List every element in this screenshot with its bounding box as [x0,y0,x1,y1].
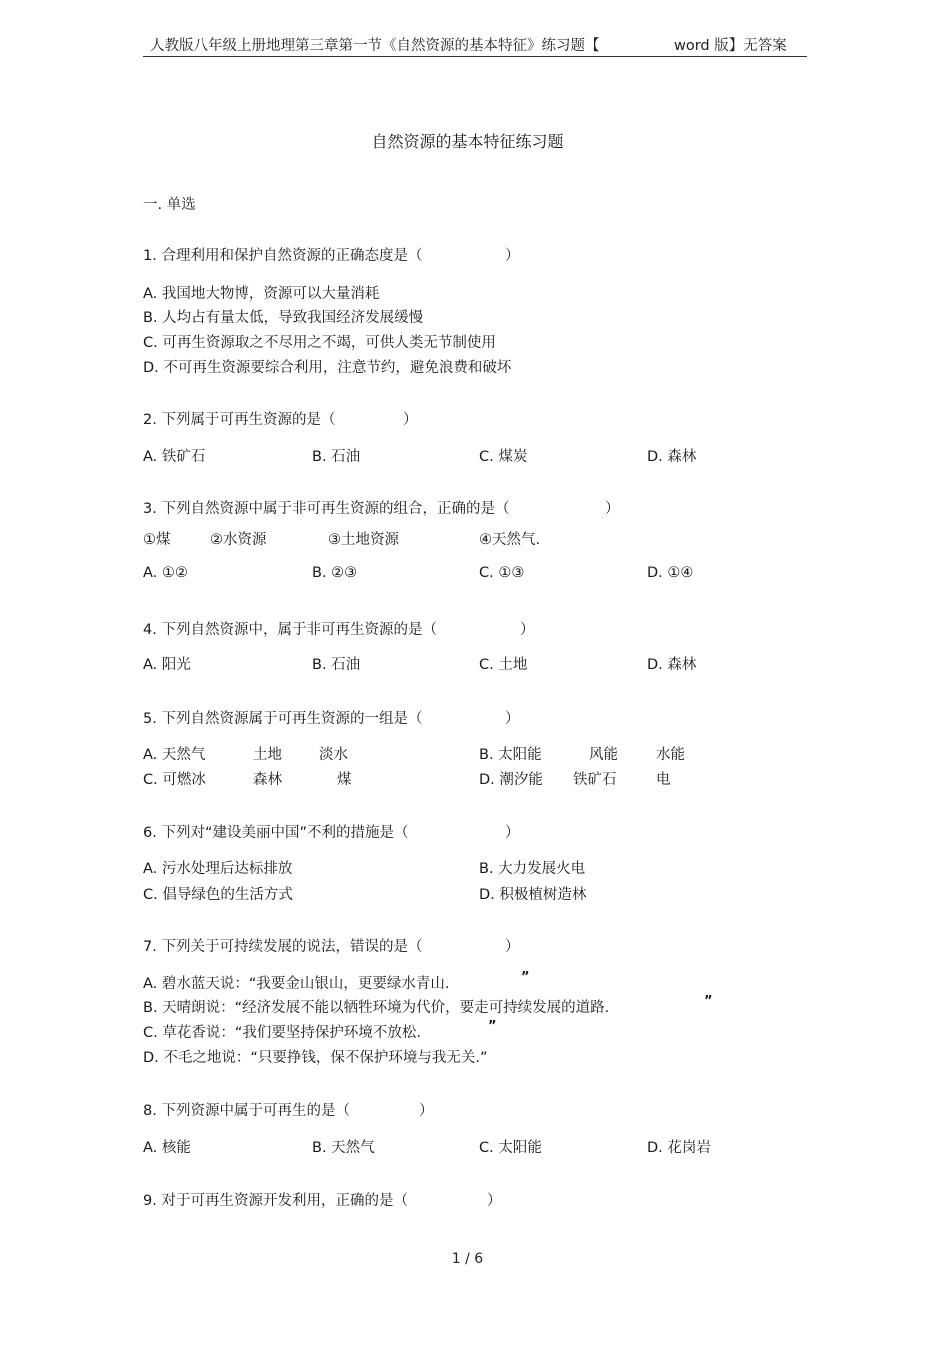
question-8-option-d: D. 花岗岩 [647,1140,711,1156]
question-5-stem: 5. 下列自然资源属于可再生资源的一组是（ [143,711,423,727]
question-5-option-c: C. 可燃冰 [143,772,206,788]
question-1-option-b: B. 人均占有量太低，导致我国经济发展缓慢 [143,310,424,326]
header-rule [143,56,807,57]
question-2-option-d: D. 森林 [647,449,697,465]
section-heading: 一. 单选 [143,197,196,213]
question-6-stem: 6. 下列对“建设美丽中国”不利的措施是（ [143,825,409,841]
question-5-option-c-item-2: 森林 [253,772,282,788]
question-8-option-a: A. 核能 [143,1140,191,1156]
question-7-option-b: B. 天晴朗说：“经济发展不能以牺牲环境为代价，要走可持续发展的道路. [143,1000,610,1016]
question-2-close: ） [403,412,418,428]
question-1-option-d: D. 不可再生资源要综合利用，注意节约，避免浪费和破坏 [143,360,512,376]
question-2-option-a: A. 铁矿石 [143,449,206,465]
question-3-option-d: D. ①④ [647,565,694,581]
question-3-item-3: ③土地资源 [328,532,399,548]
page-header-right: word 版】无答案 [674,38,787,54]
question-5-option-d-item-2: 铁矿石 [573,772,617,788]
question-7-option-c-quote: ” [488,1019,495,1034]
question-3-stem: 3. 下列自然资源中属于非可再生资源的组合，正确的是（ [143,501,510,517]
question-2-option-c: C. 煤炭 [479,449,528,465]
question-3-item-2: ②水资源 [210,532,267,548]
question-6-close: ） [505,825,520,841]
question-5-option-a: A. 天然气 [143,747,206,763]
question-3-item-1: ①煤 [143,532,171,548]
question-2-stem: 2. 下列属于可再生资源的是（ [143,412,336,428]
question-1-close: ） [505,248,520,264]
question-5-option-b: B. 太阳能 [479,747,542,763]
page-header-left: 人教版八年级上册地理第三章第一节《自然资源的基本特征》练习题【 [150,38,600,54]
question-4-close: ） [520,622,535,638]
question-4-option-c: C. 土地 [479,657,528,673]
question-3-option-c: C. ①③ [479,565,525,581]
question-8-close: ） [419,1103,434,1119]
question-7-option-a-quote: ” [521,970,528,985]
question-5-option-d: D. 潮汐能 [479,772,543,788]
question-7-option-b-quote: ” [704,994,711,1009]
question-4-stem: 4. 下列自然资源中，属于非可再生资源的是（ [143,622,437,638]
question-5-close: ） [505,711,520,727]
question-9-stem: 9. 对于可再生资源开发利用，正确的是（ [143,1193,408,1209]
question-4-option-d: D. 森林 [647,657,697,673]
question-1-stem: 1. 合理利用和保护自然资源的正确态度是（ [143,248,423,264]
question-7-stem: 7. 下列关于可持续发展的说法，错误的是（ [143,939,423,955]
question-8-option-b: B. 天然气 [312,1140,375,1156]
question-2-option-b: B. 石油 [312,449,361,465]
document-title: 自然资源的基本特征练习题 [371,132,564,151]
question-6-option-a: A. 污水处理后达标排放 [143,861,293,877]
page-number: 1 / 6 [451,1251,484,1267]
question-7-option-c: C. 草花香说：“我们要坚持保护环境不放松. [143,1025,421,1041]
question-7-option-a: A. 碧水蓝天说：“我要金山银山，更要绿水青山. [143,976,450,992]
question-5-option-b-item-3: 水能 [656,747,685,763]
question-6-option-b: B. 大力发展火电 [479,861,586,877]
question-8-stem: 8. 下列资源中属于可再生的是（ [143,1103,350,1119]
question-3-option-a: A. ①② [143,565,188,581]
question-1-option-c: C. 可再生资源取之不尽用之不竭，可供人类无节制使用 [143,335,496,351]
question-4-option-a: A. 阳光 [143,657,191,673]
question-3-close: ） [605,501,620,517]
question-5-option-d-item-3: 电 [656,772,671,788]
question-6-option-c: C. 倡导绿色的生活方式 [143,887,293,903]
question-5-option-b-item-2: 风能 [589,747,618,763]
question-5-option-a-item-2: 土地 [253,747,282,763]
question-9-close: ） [487,1193,502,1209]
question-8-option-c: C. 太阳能 [479,1140,542,1156]
question-3-option-b: B. ②③ [312,565,358,581]
question-3-item-4: ④天然气. [479,532,541,548]
question-6-option-d: D. 积极植树造林 [479,887,587,903]
question-1-option-a: A. 我国地大物博，资源可以大量消耗 [143,286,380,302]
question-4-option-b: B. 石油 [312,657,361,673]
question-5-option-a-item-3: 淡水 [319,747,348,763]
question-7-close: ） [505,939,520,955]
question-7-option-d: D. 不毛之地说：“只要挣钱，保不保护环境与我无关.” [143,1050,488,1066]
question-5-option-c-item-3: 煤 [337,772,352,788]
